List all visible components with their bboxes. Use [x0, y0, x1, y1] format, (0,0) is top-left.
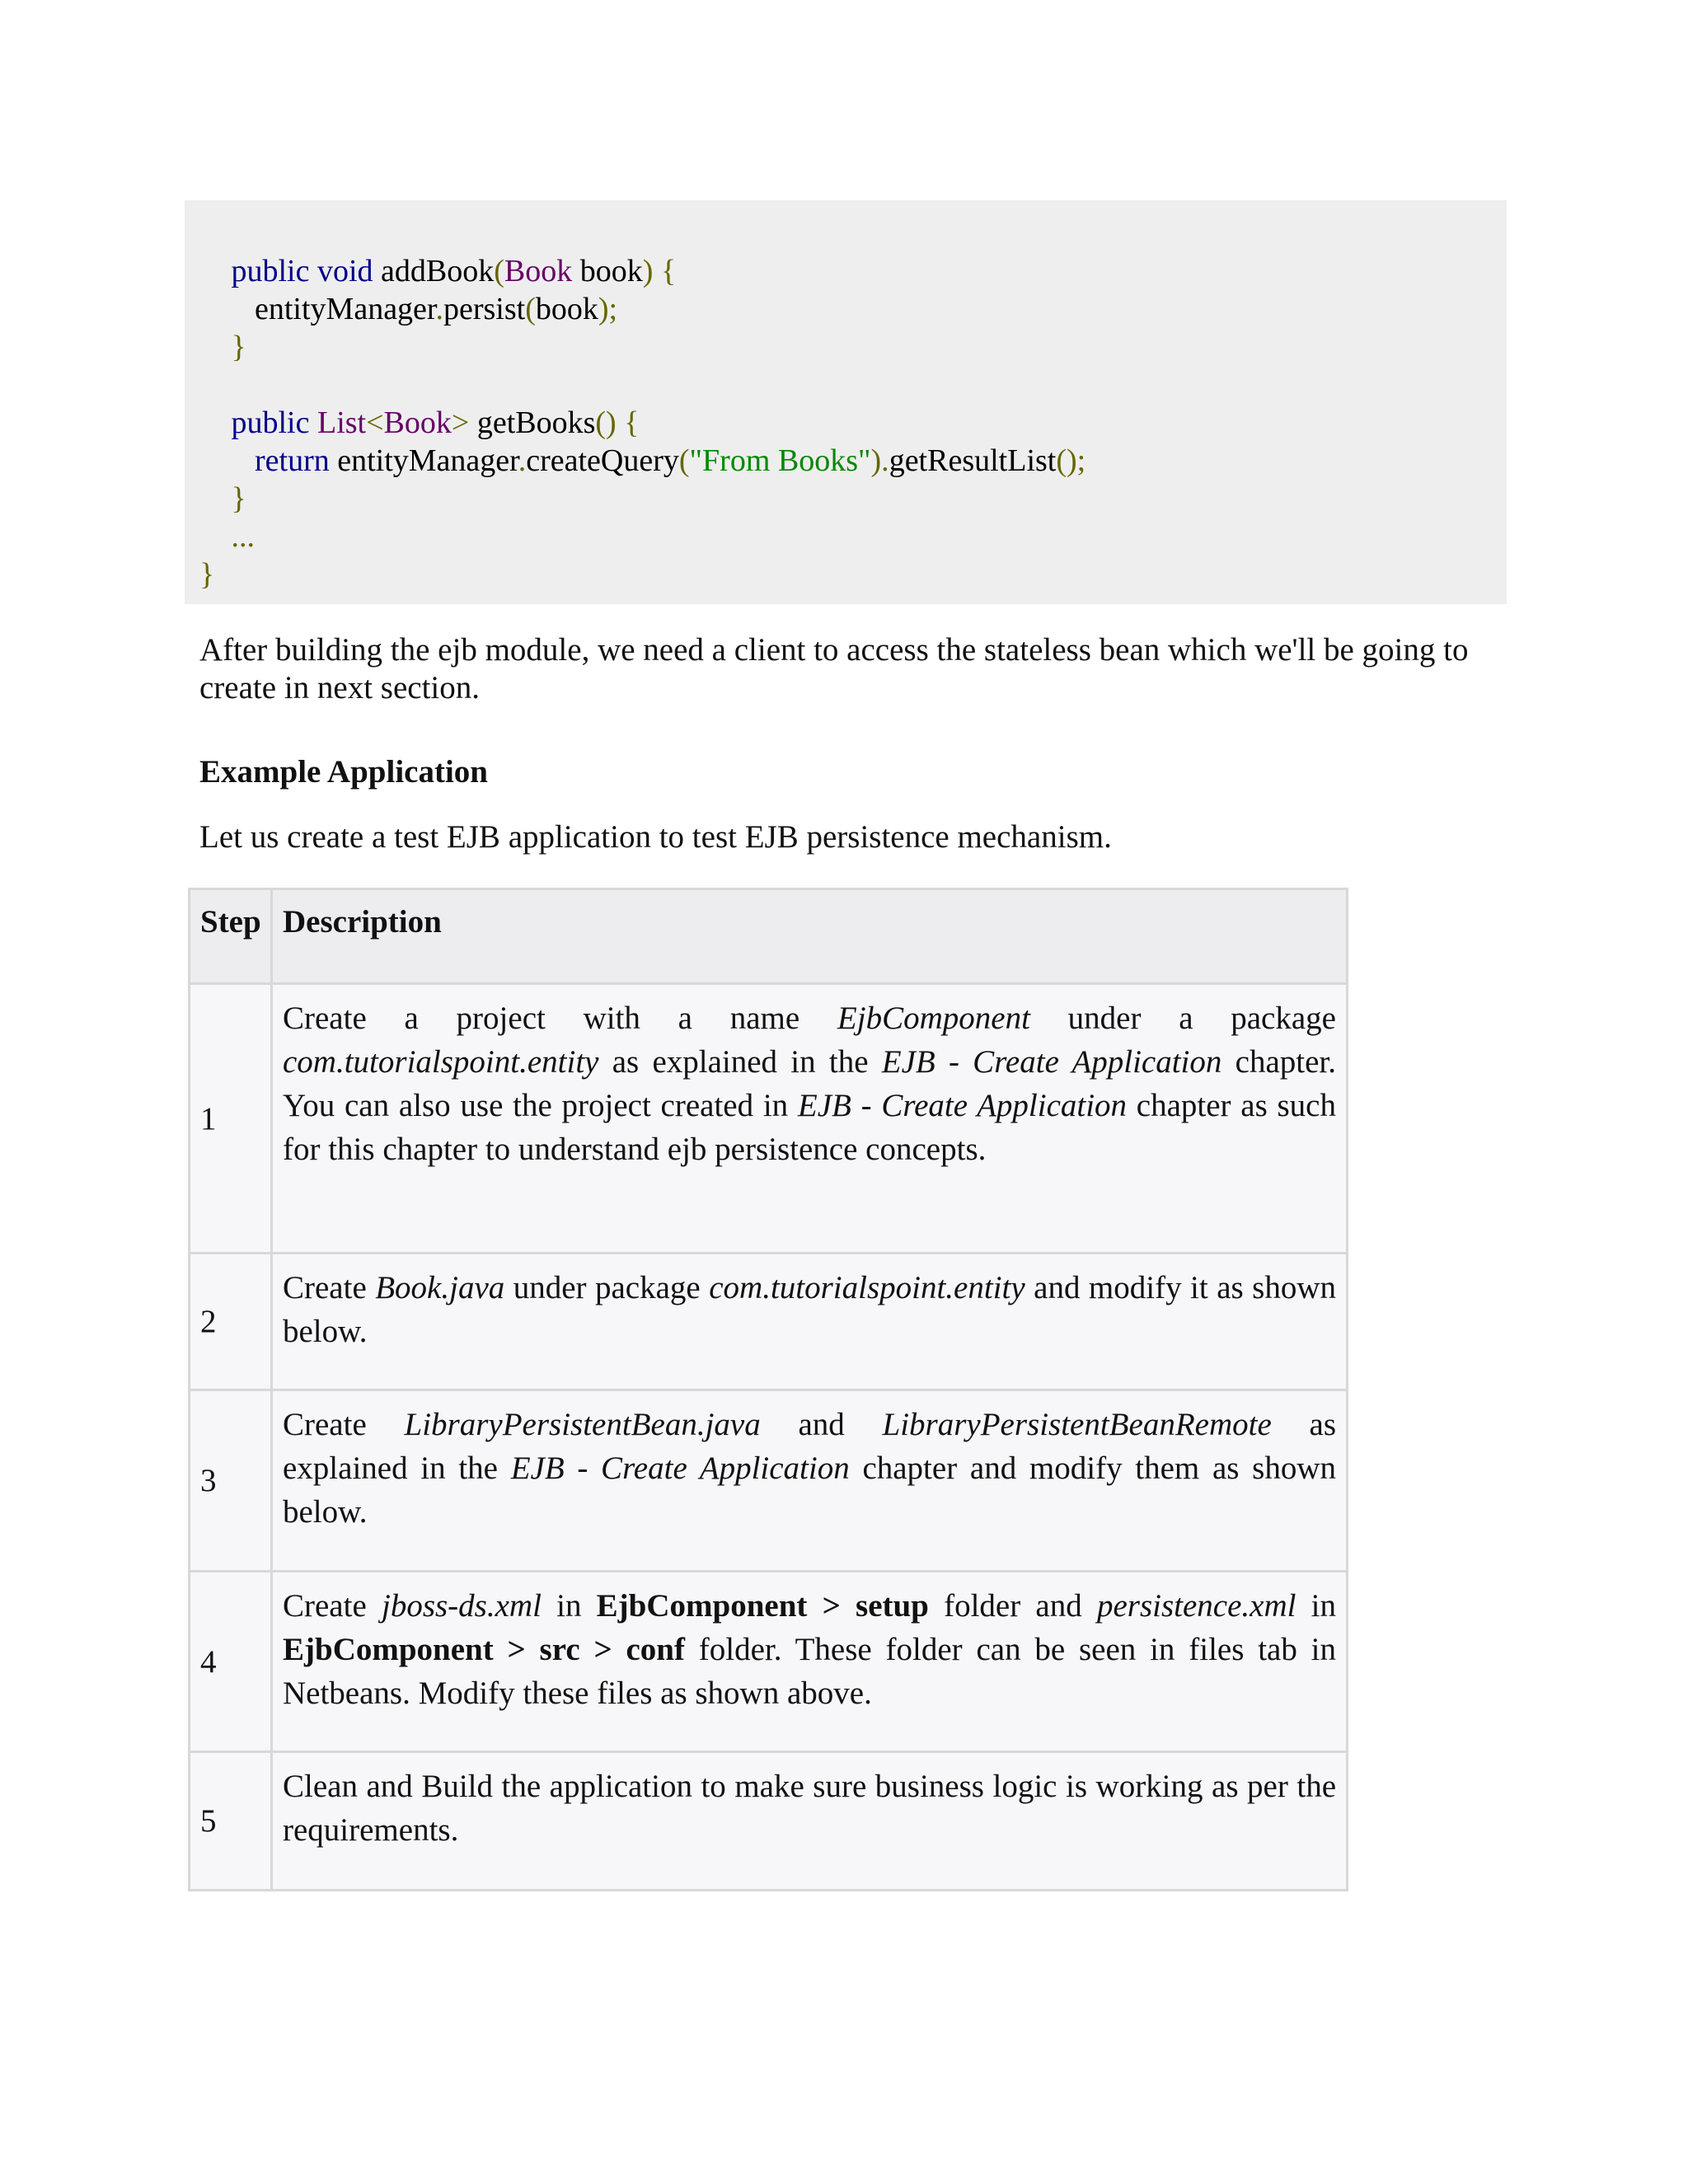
code-token: () [595, 405, 617, 440]
step-number: 3 [190, 1391, 273, 1570]
bold-path: EjbComponent > setup [596, 1588, 929, 1624]
table-row [190, 1750, 1346, 1889]
italic-term: EJB - Create Application [510, 1451, 850, 1486]
step-description [273, 985, 1346, 1252]
description-text: in [541, 1588, 597, 1624]
code-line [199, 555, 214, 593]
italic-term: EJB - Create Application [797, 1088, 1128, 1123]
description-text: as explained in the [598, 1044, 882, 1080]
step-number: 5 [190, 1753, 273, 1889]
code-token: ). [870, 443, 889, 478]
code-line [208, 404, 639, 442]
description-text: Create [283, 1588, 382, 1624]
header-description: Description [283, 904, 442, 940]
description-text: Create [283, 1407, 405, 1442]
table-row [190, 1570, 1346, 1750]
code-token [309, 254, 317, 288]
code-token: return [255, 443, 330, 478]
section-intro: Let us create a test EJB application to test EJB persistence mechanism. [199, 819, 1112, 855]
description-text: under package [504, 1270, 710, 1305]
step-description [273, 1254, 1346, 1389]
step-number: 4 [190, 1572, 273, 1750]
code-token [653, 254, 661, 288]
code-token: entityManager [329, 443, 518, 478]
code-token: > [451, 405, 470, 440]
code-token [208, 519, 232, 554]
description-text: folder and [928, 1588, 1097, 1624]
table-row [190, 1252, 1346, 1389]
code-token: book [572, 254, 643, 288]
code-token: entityManager [208, 292, 436, 326]
code-line [208, 328, 246, 366]
code-token: ( [678, 443, 690, 478]
description-text: and [760, 1407, 883, 1442]
description-text: chapter. You can also use the project created in [283, 1044, 1336, 1123]
description-text: in [1296, 1588, 1337, 1624]
code-token: ( [525, 292, 536, 326]
italic-term: com.tutorialspoint.entity [283, 1044, 599, 1080]
code-token: book [535, 292, 598, 326]
code-token: createQuery [526, 443, 679, 478]
italic-term: Book.java [375, 1270, 505, 1305]
code-token: Book [504, 254, 573, 288]
table-row [190, 982, 1346, 1252]
description-text: Clean and Build the application to make sure business logic is working as per the requirements. [283, 1769, 1336, 1848]
italic-term: LibraryPersistentBean.java [404, 1407, 761, 1442]
code-token: . [518, 443, 527, 478]
code-line [208, 442, 1085, 480]
description-text: under a package [1029, 1001, 1336, 1036]
italic-term: com.tutorialspoint.entity [709, 1270, 1025, 1305]
code-token: getBooks [469, 405, 596, 440]
italic-term: persistence.xml [1096, 1588, 1296, 1624]
step-number: 2 [190, 1254, 273, 1389]
step-description [273, 1572, 1346, 1750]
code-line [208, 518, 255, 555]
code-token: ) [642, 254, 654, 288]
description-text: folder. These folder can be seen in files tab in Netbeans. Modify these files as shown above. [283, 1632, 1336, 1711]
code-token [208, 443, 255, 478]
code-line [208, 252, 676, 290]
table-row [190, 1389, 1346, 1570]
section-heading: Example Application [199, 754, 488, 790]
code-token [617, 405, 625, 440]
description-text: Create a project with a name [283, 1001, 837, 1036]
italic-term: LibraryPersistentBeanRemote [882, 1407, 1272, 1442]
code-token: persist [443, 292, 526, 326]
intro-paragraph: After building the ejb module, we need a client to access the stateless bean which we'll be going to create in next section. [199, 632, 1469, 705]
code-token: } [231, 481, 246, 516]
description-text: and modify it as shown below. [283, 1270, 1336, 1349]
code-token [208, 254, 232, 288]
code-block [185, 200, 1507, 604]
code-token: } [231, 330, 246, 364]
code-token: ... [231, 519, 255, 554]
description-text: as explained in the [283, 1407, 1336, 1486]
code-line [208, 290, 617, 328]
code-token: "From Books" [689, 443, 871, 478]
code-token: { [624, 405, 640, 440]
code-token: void [316, 254, 373, 288]
code-token: public [231, 405, 310, 440]
code-line [208, 480, 246, 518]
code-token: } [199, 557, 215, 592]
code-token: public [231, 254, 310, 288]
step-description [273, 1753, 1346, 1889]
code-token: ); [598, 292, 618, 326]
step-description [273, 1391, 1346, 1570]
bold-path: EjbComponent > src > conf [283, 1632, 685, 1667]
italic-term: jboss-ds.xml [381, 1588, 542, 1624]
description-text: Create [283, 1270, 376, 1305]
code-token [208, 405, 232, 440]
code-token: List [316, 405, 367, 440]
description-text: chapter as such for this chapter to understand ejb persistence concepts. [283, 1088, 1336, 1167]
code-token [208, 330, 232, 364]
code-token: Book [383, 405, 452, 440]
code-token [309, 405, 317, 440]
step-number: 1 [190, 985, 273, 1252]
code-token: getResultList [889, 443, 1057, 478]
italic-term: EjbComponent [837, 1001, 1030, 1036]
italic-term: EJB - Create Application [881, 1044, 1222, 1080]
code-token: . [435, 292, 443, 326]
header-step: Step [190, 890, 273, 982]
code-token: { [660, 254, 677, 288]
code-token: addBook [373, 254, 495, 288]
description-text: chapter and modify them as shown below. [283, 1451, 1336, 1530]
steps-table [188, 888, 1348, 1891]
code-token: (); [1056, 443, 1086, 478]
table-header-row [190, 890, 1346, 982]
code-token: ( [494, 254, 504, 288]
code-token: < [366, 405, 384, 440]
code-token [208, 481, 232, 516]
